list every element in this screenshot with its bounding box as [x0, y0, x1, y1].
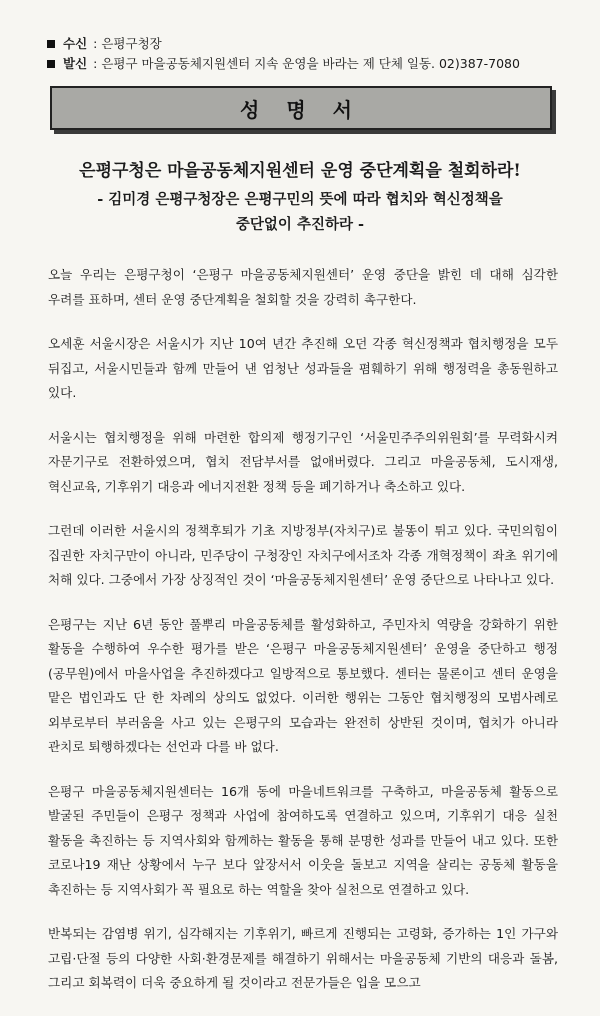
square-bullet-icon — [47, 60, 55, 68]
recipient-line — [47, 34, 567, 54]
subheadline-line-2: 중단없이 추진하라 - — [235, 216, 365, 233]
paragraph-7: 반복되는 감염병 위기, 심각해지는 기후위기, 빠르게 진행되는 고령화, 증가하는 1인 가구와 고립·단절 등의 다양한 사회·환경문제를 해결하기 위해서는 마을공동체 기반의 대응과 돌봄, 그리고 회복력이 더욱 중요하게 될 것이라고 전문가들은 입을 모으고 — [48, 926, 558, 990]
title-banner — [50, 86, 552, 130]
square-bullet-icon — [47, 40, 55, 48]
sender-line — [47, 54, 567, 74]
statement-body — [48, 263, 558, 1016]
paragraph-3: 서울시는 협치행정을 위해 마련한 합의제 행정기구인 ‘서울민주주의위원회’를 무력화시켜 자문기구로 전환하였으며, 협치 전담부서를 없애버렸다. 그리고 마을공동체, 도시재생, 혁신교육, 기후위기 대응과 에너지전환 정책 등을 폐기하거나 축소하고 있다. — [48, 429, 558, 494]
headline: 은평구청은 마을공동체지원센터 운영 중단계획을 철회하라! — [79, 161, 521, 181]
paragraph-2: 오세훈 서울시장은 서울시가 지난 10여 년간 추진해 오던 각종 혁신정책과 협치행정을 모두 뒤집고, 서울시민들과 함께 만들어 낸 엄청난 성과들을 폄훼하기 위해 행정력을 총동원하고 있다. — [48, 336, 558, 400]
paragraph-1: 오늘 우리는 은평구청이 ‘은평구 마을공동체지원센터’ 운영 중단을 밝힌 데 대해 심각한 우려를 표하며, 센터 운영 중단계획을 철회할 것을 강력히 촉구한다. — [48, 267, 558, 307]
recipient-value: : 은평구청장 — [93, 36, 162, 51]
subheadline-line-1: - 김미경 은평구청장은 은평구민의 뜻에 따라 협치와 혁신정책을 — [97, 191, 503, 208]
paragraph-5: 은평구는 지난 6년 동안 풀뿌리 마을공동체를 활성화하고, 주민자치 역량을 강화하기 위한 활동을 수행하여 우수한 평가를 받은 ‘은평구 마을공동체지원센터’ 운영을 중단하고 행정(공무원)에서 마을사업을 추진하겠다고 일방적으로 통보했다. 센터는 물론이고 센터 운영을 맡은 법인과도 단 한 차례의 상의도 없었다. 이러한 행위는 그동안 협치행정의 모범사례로 외부로부터 부러움을 사고 있는 은평구의 모습과는 완전히 상반된 것이며, 협치가 아니라 관치로 퇴행하겠다는 선언과 다를 바 없다. — [48, 616, 558, 754]
paragraph-6: 은평구 마을공동체지원센터는 16개 동에 마을네트워크를 구축하고, 마을공동체 활동으로 발굴된 주민들이 은평구 정책과 사업에 참여하도록 연결하고 있으며, 기후위기 대응 실천 활동을 촉진하는 등 지역사회와 함께하는 활동을 통해 분명한 성과를 만들어 내고 있다. 또한 코로나19 재난 상황에서 누구 보다 앞장서서 이웃을 돌보고 지역을 살리는 공동체 활동을 촉진하는 등 지역사회가 꼭 필요로 하는 역할을 찾아 실천으로 연결하고 있다. — [48, 783, 558, 897]
document-header — [47, 34, 567, 74]
sender-label: 발신 — [63, 56, 88, 71]
document-title: 성 명 서 — [240, 97, 362, 122]
sender-value: : 은평구 마을공동체지원센터 지속 운영을 바라는 제 단체 일동. 02)387-7080 — [93, 56, 520, 71]
paragraph-4: 그런데 이러한 서울시의 정책후퇴가 기초 지방정부(자치구)로 불똥이 튀고 있다. 국민의힘이 집권한 자치구만이 아니라, 민주당이 구청장인 자치구에서조차 각종 개혁정책이 좌초 위기에 처해 있다. 그중에서 가장 상징적인 것이 ‘마을공동체지원센터’ 운영 중단으로 나타나고 있다. — [48, 523, 558, 587]
recipient-label: 수신 — [63, 36, 88, 51]
